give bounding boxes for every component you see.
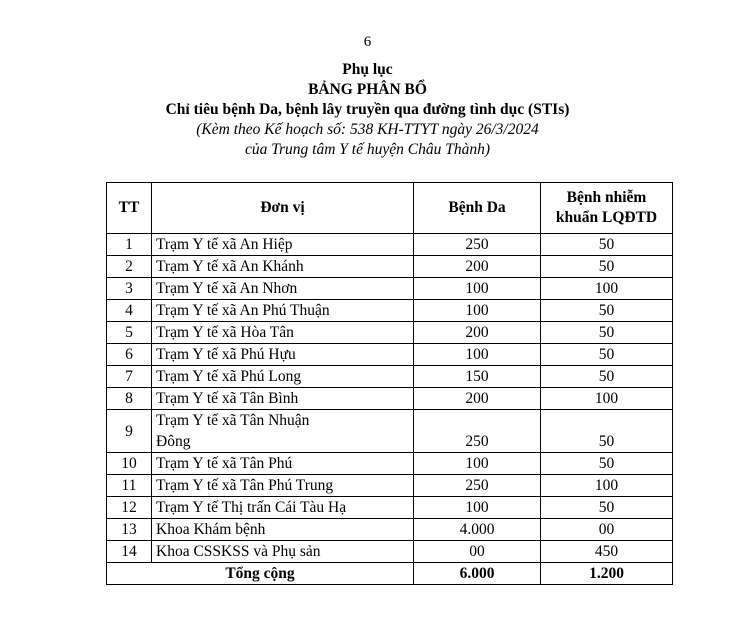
row-skin: 100 (414, 344, 541, 366)
row-sti: 50 (541, 256, 673, 278)
table-row (107, 475, 673, 497)
row-sti: 00 (541, 519, 673, 541)
total-skin: 6.000 (414, 563, 541, 585)
table-row (107, 519, 673, 541)
table-row (107, 278, 673, 300)
row-sti: 50 (541, 234, 673, 256)
row-tt: 11 (107, 475, 152, 497)
table-row (107, 344, 673, 366)
row-sti: 450 (541, 541, 673, 563)
table-row (107, 322, 673, 344)
total-row (107, 563, 673, 585)
table-row (107, 256, 673, 278)
row-unit: Trạm Y tế xã Hòa Tân (152, 322, 414, 344)
table-header-row (107, 183, 673, 234)
table-row (107, 410, 673, 453)
row-unit (152, 410, 414, 453)
row-tt: 4 (107, 300, 152, 322)
row-skin: 150 (414, 366, 541, 388)
row-tt: 3 (107, 278, 152, 300)
row-sti: 50 (541, 322, 673, 344)
row-unit: Khoa Khám bệnh (152, 519, 414, 541)
row-sti: 50 (541, 497, 673, 519)
row-skin: 100 (414, 497, 541, 519)
attachment-note-line-2: của Trung tâm Y tế huyện Châu Thành) (245, 141, 490, 158)
page-number: 6 (363, 34, 372, 50)
table-row (107, 541, 673, 563)
header-sti-line-1: Bệnh nhiễm (566, 189, 647, 206)
row-unit: Trạm Y tế xã Phú Long (152, 366, 414, 388)
row-skin: 100 (414, 300, 541, 322)
row-sti: 100 (541, 388, 673, 410)
row-unit: Trạm Y tế xã An Khánh (152, 256, 414, 278)
table-row (107, 497, 673, 519)
total-label: Tổng cộng (107, 563, 414, 585)
row-skin: 00 (414, 541, 541, 563)
row-skin: 250 (414, 410, 541, 453)
header-sti (541, 183, 673, 234)
document-heading (0, 60, 735, 160)
table-row (107, 366, 673, 388)
row-sti: 100 (541, 278, 673, 300)
attachment-note-line-1: (Kèm theo Kế hoạch số: 538 KH-TTYT ngày 26/3/2024 (196, 121, 539, 138)
row-skin: 100 (414, 453, 541, 475)
row-skin: 200 (414, 322, 541, 344)
row-skin: 250 (414, 475, 541, 497)
row-tt: 10 (107, 453, 152, 475)
row-sti: 50 (541, 366, 673, 388)
row-skin: 100 (414, 278, 541, 300)
table-row (107, 388, 673, 410)
row-skin: 250 (414, 234, 541, 256)
row-unit: Trạm Y tế xã An Nhơn (152, 278, 414, 300)
row-tt: 2 (107, 256, 152, 278)
row-tt: 14 (107, 541, 152, 563)
document-subtitle: Chỉ tiêu bệnh Da, bệnh lây truyền qua đường tình dục (STIs) (165, 101, 570, 118)
row-tt: 12 (107, 497, 152, 519)
row-tt: 9 (107, 410, 152, 453)
row-sti: 50 (541, 344, 673, 366)
table-row (107, 234, 673, 256)
row-unit-line-1: Trạm Y tế xã Tân Nhuận (156, 412, 310, 429)
row-unit-line-2: Đông (156, 433, 191, 450)
row-sti: 50 (541, 300, 673, 322)
row-skin: 200 (414, 256, 541, 278)
header-tt: TT (107, 183, 152, 234)
document-title: BẢNG PHÂN BỔ (308, 81, 427, 98)
row-unit: Trạm Y tế xã An Hiệp (152, 234, 414, 256)
row-unit: Trạm Y tế xã Tân Phú (152, 453, 414, 475)
allocation-table (106, 182, 673, 585)
row-unit: Trạm Y tế xã An Phú Thuận (152, 300, 414, 322)
row-sti: 50 (541, 410, 673, 453)
row-unit: Khoa CSSKSS và Phụ sản (152, 541, 414, 563)
row-tt: 13 (107, 519, 152, 541)
row-unit: Trạm Y tế Thị trấn Cái Tàu Hạ (152, 497, 414, 519)
row-skin: 200 (414, 388, 541, 410)
appendix-label: Phụ lục (342, 61, 393, 78)
row-tt: 8 (107, 388, 152, 410)
header-unit: Đơn vị (152, 183, 414, 234)
row-skin: 4.000 (414, 519, 541, 541)
row-tt: 7 (107, 366, 152, 388)
row-tt: 6 (107, 344, 152, 366)
row-tt: 5 (107, 322, 152, 344)
total-sti: 1.200 (541, 563, 673, 585)
row-unit: Trạm Y tế xã Tân Bình (152, 388, 414, 410)
header-skin-disease: Bệnh Da (414, 183, 541, 234)
row-tt: 1 (107, 234, 152, 256)
row-sti: 100 (541, 475, 673, 497)
table-row (107, 300, 673, 322)
row-unit: Trạm Y tế xã Phú Hựu (152, 344, 414, 366)
table-row (107, 453, 673, 475)
row-sti: 50 (541, 453, 673, 475)
row-unit: Trạm Y tế xã Tân Phú Trung (152, 475, 414, 497)
header-sti-line-2: khuẩn LQĐTD (555, 209, 658, 226)
